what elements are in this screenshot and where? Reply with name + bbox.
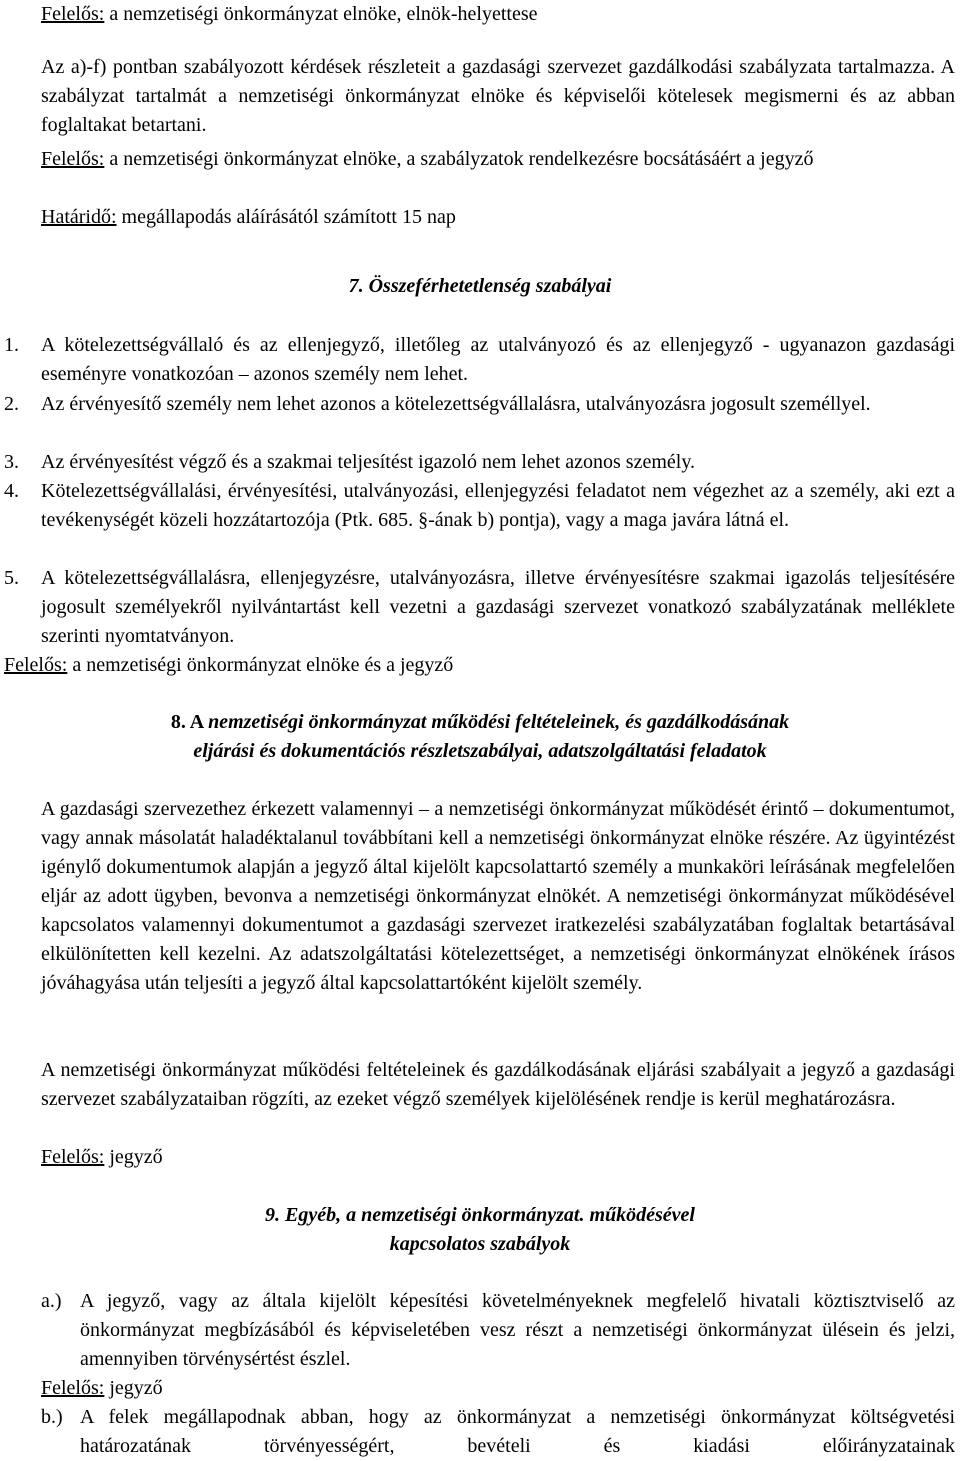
section-8-title-text: nemzetiségi önkormányzat működési feltételeinek, és gazdálkodásának eljárási és dokumentációs részletszabályai, adatszolgáltatási feladatok — [193, 711, 790, 762]
list-item-number: 3. — [4, 451, 19, 473]
section-8-number: 8. A — [170, 711, 209, 733]
item-a-text: A jegyző, vagy az általa kijelölt képesítési követelményeknek megfelelő hivatali köztisztviselő az önkormányzat megbízásából és képviseletében vesz részt a nemzetiségi önkormányzat ülésein és jelzi, amennyiben törvénysértést észlel. — [80, 1290, 955, 1370]
section-7-responsible — [4, 651, 904, 680]
responsible-text: jegyző — [104, 1146, 163, 1168]
responsible-label: Felelős: — [41, 1377, 105, 1399]
list-item-text: Kötelezettségvállalási, érvényesítési, utalványozási, ellenjegyzési feladatot nem végezhet az a személy, aki ezt a tevékenységét közeli hozzátartozója (Ptk. 685. §-ának b) pontja), vagy a maga javára látná el. — [41, 480, 955, 531]
section-8-title — [150, 708, 810, 766]
responsible-text: a nemzetiségi önkormányzat elnöke, elnök-helyettese — [104, 3, 538, 25]
list-item-text: A kötelezettségvállalásra, ellenjegyzésre, utalványozásra, illetve érvényesítésre szakmai igazolás teljesítésére jogosult személyekről nyilvántartást kell vezetni a gazdasági szervezet vonatkozó szabályzatának melléklete szerinti nyomtatványon. — [41, 567, 955, 647]
list-item-text: Az érvényesítést végző és a szakmai teljesítést igazoló nem lehet azonos személy. — [41, 451, 696, 473]
deadline-text: megállapodás aláírásától számított 15 nap — [116, 206, 456, 228]
responsible-label: Felelős: — [41, 1146, 105, 1168]
list-item-text: A kötelezettségvállaló és az ellenjegyző, illetőleg az utalványozó és az ellenjegyző - ugyanazon gazdasági eseményre vonatkozóan – azonos személy nem lehet. — [41, 334, 955, 385]
list-item-number: 4. — [4, 480, 19, 502]
list-item-number: 2. — [4, 393, 19, 415]
item-a-label: a.) — [41, 1290, 62, 1312]
deadline-label: Határidő: — [41, 206, 117, 228]
item-b-label: b.) — [41, 1406, 63, 1428]
responsible-label: Felelős: — [41, 148, 105, 170]
section-9-responsible — [41, 1374, 941, 1403]
deadline-line — [41, 203, 941, 232]
list-item-number: 1. — [4, 334, 19, 356]
responsible-line-2 — [41, 145, 955, 174]
paragraph-regulations: Az a)-f) pontban szabályozott kérdések részleteit a gazdasági szervezet gazdálkodási szabályzata tartalmazza. A szabályzat tartalmát a nemzetiségi önkormányzat elnöke és képviselői kötelesek megismerni és az abban foglaltakat betartani. — [41, 56, 955, 136]
item-b-text: A felek megállapodnak abban, hogy az önkormányzat a nemzetiségi önkormányzat költségvetési határozatának törvényességért, bevételi és kiadási előirányzatainak — [80, 1406, 955, 1457]
responsible-label: Felelős: — [41, 3, 105, 25]
section-8-paragraph-2: A nemzetiségi önkormányzat működési feltételeinek és gazdálkodásának eljárási szabályait a jegyző a gazdasági szervezet szabályzataiban rögzíti, az ezeket végző személyek kijelölésének rendje is kerül meghatározásra. — [41, 1059, 955, 1110]
section-8-responsible — [41, 1143, 941, 1172]
section-7-title: 7. Összeférhetetlenség szabályai — [348, 275, 612, 297]
responsible-text: jegyző — [104, 1377, 163, 1399]
list-item-number: 5. — [4, 567, 19, 589]
responsible-label: Felelős: — [4, 654, 68, 676]
responsible-text: a nemzetiségi önkormányzat elnöke, a szabályzatok rendelkezésre bocsátásáért a jegyző — [104, 148, 814, 170]
section-9-title: 9. Egyéb, a nemzetiségi önkormányzat. működésével kapcsolatos szabályok — [265, 1204, 695, 1255]
list-item-text: Az érvényesítő személy nem lehet azonos a kötelezettségvállalásra, utalványozásra jogosult személlyel. — [41, 393, 871, 415]
responsible-text: a nemzetiségi önkormányzat elnöke és a jegyző — [67, 654, 454, 676]
section-8-paragraph-1: A gazdasági szervezethez érkezett valamennyi – a nemzetiségi önkormányzat működését érintő – dokumentumot, vagy annak másolatát haladéktalanul továbbítani kell a nemzetiségi önkormányzat elnöke részére. Az ügyintézést igénylő dokumentumok alapján a jegyző által kijelölt kapcsolattartó személy a munkaköri leírásának megfelelően eljár az adott ügyben, bevonva a nemzetiségi önkormányzat elnökét. A nemzetiségi önkormányzat működésével kapcsolatos valamennyi dokumentumot a gazdasági szervezet iratkezelési szabályzatában foglaltak betartásával elkülönítetten kell kezelni. Az adatszolgáltatási kötelezettséget, a nemzetiségi önkormányzat elnökének írásos jóváhagyása után teljesíti a jegyző által kapcsolattartóként kijelölt személy. — [41, 798, 955, 994]
responsible-line-1 — [41, 0, 941, 29]
